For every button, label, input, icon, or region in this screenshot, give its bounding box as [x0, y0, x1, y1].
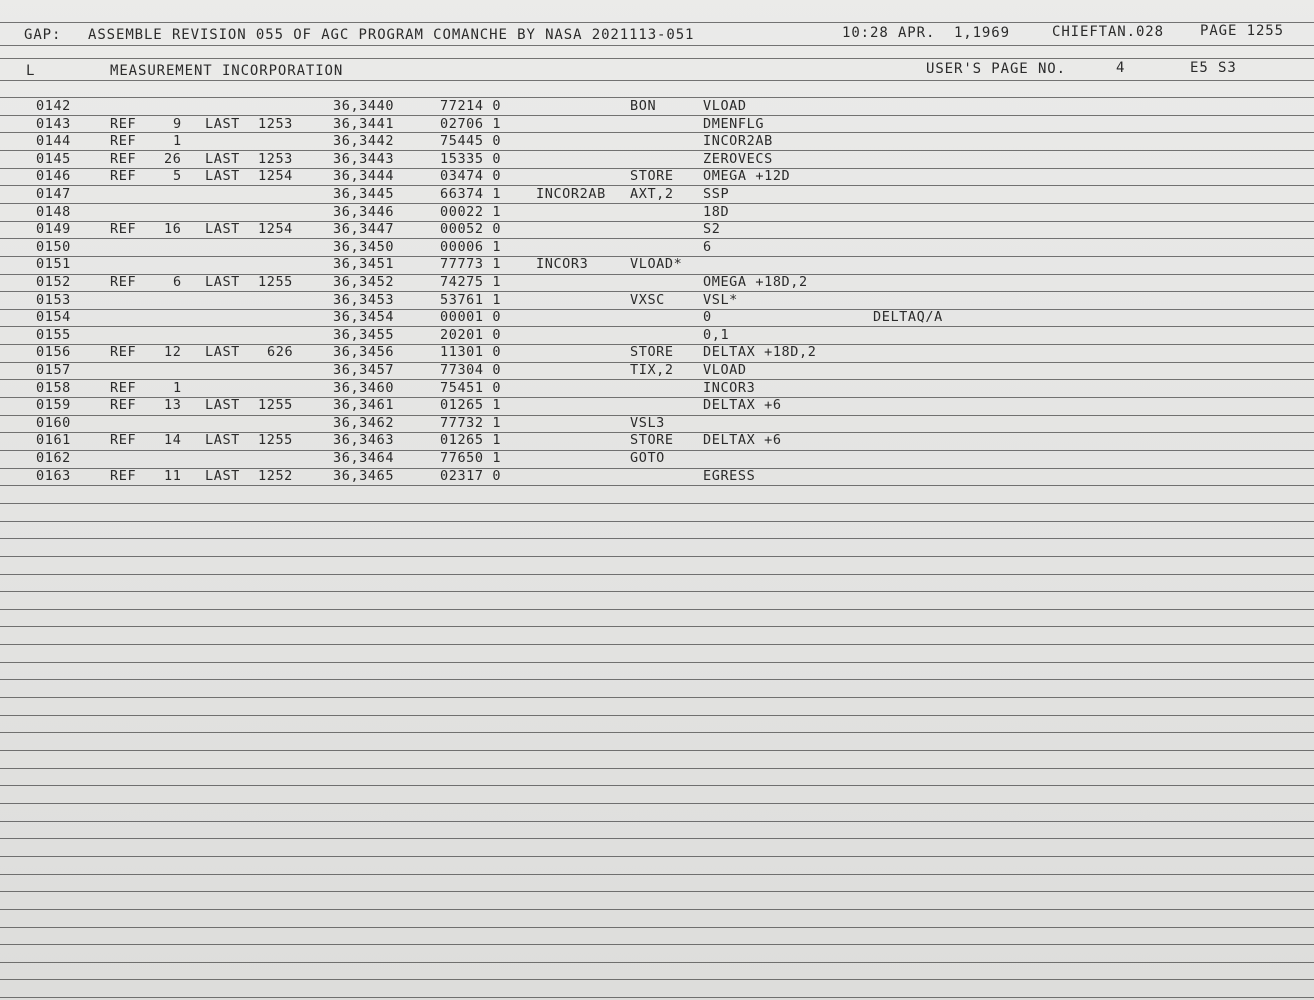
- address: 36,3464: [333, 450, 395, 466]
- octal-word: 00006 1: [440, 239, 502, 255]
- line-number: 0151: [36, 256, 71, 272]
- line-number: 0148: [36, 204, 71, 220]
- last-label: LAST: [205, 468, 240, 484]
- ruled-line: [0, 891, 1314, 892]
- section-code: E5 S3: [1190, 60, 1237, 76]
- ruled-line: [0, 132, 1314, 133]
- octal-word: 02706 1: [440, 116, 502, 132]
- last-label: LAST: [205, 274, 240, 290]
- address: 36,3441: [333, 116, 395, 132]
- ruled-line: [0, 45, 1314, 46]
- users-page-number: 4: [1116, 60, 1126, 76]
- operand: VSL*: [703, 292, 738, 308]
- last-page: 1252: [258, 468, 293, 484]
- ruled-line: [0, 821, 1314, 822]
- address: 36,3443: [333, 151, 395, 167]
- ruled-line: [0, 609, 1314, 610]
- last-label: LAST: [205, 397, 240, 413]
- octal-word: 75451 0: [440, 380, 502, 396]
- ruled-line: [0, 115, 1314, 116]
- last-label: LAST: [205, 168, 240, 184]
- ruled-line: [0, 485, 1314, 486]
- octal-word: 03474 0: [440, 168, 502, 184]
- line-number: 0154: [36, 309, 71, 325]
- line-number: 0162: [36, 450, 71, 466]
- section-title: MEASUREMENT INCORPORATION: [110, 63, 344, 79]
- octal-word: 20201 0: [440, 327, 502, 343]
- address: 36,3452: [333, 274, 395, 290]
- ruled-line: [0, 203, 1314, 204]
- line-number: 0155: [36, 327, 71, 343]
- line-number: 0142: [36, 98, 71, 114]
- line-number: 0157: [36, 362, 71, 378]
- octal-word: 77773 1: [440, 256, 502, 272]
- operand: DMENFLG: [703, 116, 765, 132]
- ruled-line: [0, 556, 1314, 557]
- ruled-line: [0, 750, 1314, 751]
- ruled-line: [0, 591, 1314, 592]
- line-number: 0143: [36, 116, 71, 132]
- operand: SSP: [703, 186, 730, 202]
- ref-label: REF: [110, 151, 137, 167]
- line-number: 0147: [36, 186, 71, 202]
- ruled-line: [0, 397, 1314, 398]
- ruled-line: [0, 997, 1314, 998]
- ruled-line: [0, 274, 1314, 275]
- ruled-line: [0, 944, 1314, 945]
- line-number: 0153: [36, 292, 71, 308]
- ruled-line: [0, 927, 1314, 928]
- ruled-line: [0, 521, 1314, 522]
- ruled-line: [0, 97, 1314, 98]
- line-number: 0159: [36, 397, 71, 413]
- ref-label: REF: [110, 468, 137, 484]
- job-name: CHIEFTAN.028: [1052, 24, 1164, 40]
- ref-count: 1: [173, 133, 182, 149]
- operand: DELTAX +18D,2: [703, 344, 817, 360]
- ruled-line: [0, 468, 1314, 469]
- listing-title: ASSEMBLE REVISION 055 OF AGC PROGRAM COMANCHE BY NASA 2021113-051: [88, 27, 695, 43]
- ruled-line: [0, 80, 1314, 81]
- ref-label: REF: [110, 221, 137, 237]
- ref-label: REF: [110, 274, 137, 290]
- line-number: 0158: [36, 380, 71, 396]
- ref-label: REF: [110, 432, 137, 448]
- ref-label: REF: [110, 344, 137, 360]
- ref-count: 26: [164, 151, 182, 167]
- octal-word: 01265 1: [440, 397, 502, 413]
- opcode: VLOAD*: [630, 256, 683, 272]
- last-label: LAST: [205, 116, 240, 132]
- address: 36,3456: [333, 344, 395, 360]
- ref-label: REF: [110, 397, 137, 413]
- address: 36,3461: [333, 397, 395, 413]
- ruled-line: [0, 838, 1314, 839]
- opcode: VSL3: [630, 415, 665, 431]
- last-page: 1255: [258, 274, 293, 290]
- address: 36,3462: [333, 415, 395, 431]
- ruled-line: [0, 874, 1314, 875]
- address: 36,3457: [333, 362, 395, 378]
- address: 36,3454: [333, 309, 395, 325]
- ruled-line: [0, 150, 1314, 151]
- line-number: 0146: [36, 168, 71, 184]
- opcode: AXT,2: [630, 186, 674, 202]
- operand: INCOR2AB: [703, 133, 773, 149]
- ref-count: 11: [164, 468, 182, 484]
- symbol-label: INCOR3: [536, 256, 589, 272]
- operand: ZEROVECS: [703, 151, 773, 167]
- operand: 6: [703, 239, 712, 255]
- address: 36,3444: [333, 168, 395, 184]
- gap-label: GAP:: [24, 27, 62, 43]
- ruled-line: [0, 626, 1314, 627]
- ruled-line: [0, 503, 1314, 504]
- ref-label: REF: [110, 168, 137, 184]
- assembly-timestamp: 10:28 APR. 1,1969: [842, 25, 1010, 41]
- octal-word: 77214 0: [440, 98, 502, 114]
- octal-word: 15335 0: [440, 151, 502, 167]
- last-label: LAST: [205, 432, 240, 448]
- line-number: 0150: [36, 239, 71, 255]
- line-number: 0160: [36, 415, 71, 431]
- ruled-line: [0, 785, 1314, 786]
- opcode: STORE: [630, 168, 674, 184]
- ruled-line: [0, 715, 1314, 716]
- opcode: STORE: [630, 432, 674, 448]
- address: 36,3442: [333, 133, 395, 149]
- ruled-line: [0, 238, 1314, 239]
- address: 36,3460: [333, 380, 395, 396]
- last-page: 626: [267, 344, 294, 360]
- ref-label: REF: [110, 133, 137, 149]
- address: 36,3463: [333, 432, 395, 448]
- ruled-line: [0, 962, 1314, 963]
- ruled-line: [0, 22, 1314, 23]
- opcode: TIX,2: [630, 362, 674, 378]
- octal-word: 00001 0: [440, 309, 502, 325]
- operand: VLOAD: [703, 98, 747, 114]
- ruled-line: [0, 768, 1314, 769]
- ref-count: 6: [173, 274, 182, 290]
- ref-count: 9: [173, 116, 182, 132]
- ruled-line: [0, 909, 1314, 910]
- ruled-line: [0, 979, 1314, 980]
- ruled-line: [0, 679, 1314, 680]
- operand: 18D: [703, 204, 730, 220]
- address: 36,3446: [333, 204, 395, 220]
- ruled-line: [0, 662, 1314, 663]
- operand: DELTAX +6: [703, 397, 782, 413]
- octal-word: 02317 0: [440, 468, 502, 484]
- address: 36,3451: [333, 256, 395, 272]
- octal-word: 11301 0: [440, 344, 502, 360]
- address: 36,3453: [333, 292, 395, 308]
- address: 36,3455: [333, 327, 395, 343]
- comment: DELTAQ/A: [873, 309, 943, 325]
- ref-count: 14: [164, 432, 182, 448]
- octal-word: 53761 1: [440, 292, 502, 308]
- ruled-line: [0, 221, 1314, 222]
- octal-word: 77650 1: [440, 450, 502, 466]
- ruled-line: [0, 326, 1314, 327]
- page-number: PAGE 1255: [1200, 23, 1284, 39]
- ref-count: 12: [164, 344, 182, 360]
- ruled-line: [0, 732, 1314, 733]
- octal-word: 74275 1: [440, 274, 502, 290]
- last-page: 1255: [258, 397, 293, 413]
- last-page: 1253: [258, 151, 293, 167]
- address: 36,3440: [333, 98, 395, 114]
- operand: S2: [703, 221, 721, 237]
- operand: 0,1: [703, 327, 730, 343]
- operand: DELTAX +6: [703, 432, 782, 448]
- listing-marker: L: [26, 63, 36, 79]
- octal-word: 77732 1: [440, 415, 502, 431]
- ref-count: 1: [173, 380, 182, 396]
- last-page: 1253: [258, 116, 293, 132]
- ruled-line: [0, 644, 1314, 645]
- octal-word: 77304 0: [440, 362, 502, 378]
- ref-count: 13: [164, 397, 182, 413]
- ruled-line: [0, 574, 1314, 575]
- line-number: 0145: [36, 151, 71, 167]
- address: 36,3450: [333, 239, 395, 255]
- last-label: LAST: [205, 344, 240, 360]
- octal-word: 00022 1: [440, 204, 502, 220]
- last-label: LAST: [205, 151, 240, 167]
- operand: VLOAD: [703, 362, 747, 378]
- ref-count: 5: [173, 168, 182, 184]
- address: 36,3447: [333, 221, 395, 237]
- ruled-line: [0, 309, 1314, 310]
- ruled-line: [0, 379, 1314, 380]
- line-number: 0163: [36, 468, 71, 484]
- ref-label: REF: [110, 116, 137, 132]
- last-label: LAST: [205, 221, 240, 237]
- operand: EGRESS: [703, 468, 756, 484]
- ruled-line: [0, 856, 1314, 857]
- operand: OMEGA +12D: [703, 168, 791, 184]
- octal-word: 75445 0: [440, 133, 502, 149]
- ruled-line: [0, 538, 1314, 539]
- symbol-label: INCOR2AB: [536, 186, 606, 202]
- operand: OMEGA +18D,2: [703, 274, 808, 290]
- ruled-line: [0, 697, 1314, 698]
- octal-word: 00052 0: [440, 221, 502, 237]
- opcode: STORE: [630, 344, 674, 360]
- last-page: 1255: [258, 432, 293, 448]
- opcode: BON: [630, 98, 657, 114]
- ruled-line: [0, 58, 1314, 59]
- ruled-line: [0, 803, 1314, 804]
- ref-count: 16: [164, 221, 182, 237]
- opcode: VXSC: [630, 292, 665, 308]
- line-number: 0149: [36, 221, 71, 237]
- octal-word: 66374 1: [440, 186, 502, 202]
- octal-word: 01265 1: [440, 432, 502, 448]
- address: 36,3465: [333, 468, 395, 484]
- users-page-label: USER'S PAGE NO.: [926, 61, 1066, 77]
- opcode: GOTO: [630, 450, 665, 466]
- address: 36,3445: [333, 186, 395, 202]
- line-number: 0156: [36, 344, 71, 360]
- line-number: 0144: [36, 133, 71, 149]
- ref-label: REF: [110, 380, 137, 396]
- line-number: 0161: [36, 432, 71, 448]
- last-page: 1254: [258, 221, 293, 237]
- line-number: 0152: [36, 274, 71, 290]
- operand: 0: [703, 309, 712, 325]
- last-page: 1254: [258, 168, 293, 184]
- operand: INCOR3: [703, 380, 756, 396]
